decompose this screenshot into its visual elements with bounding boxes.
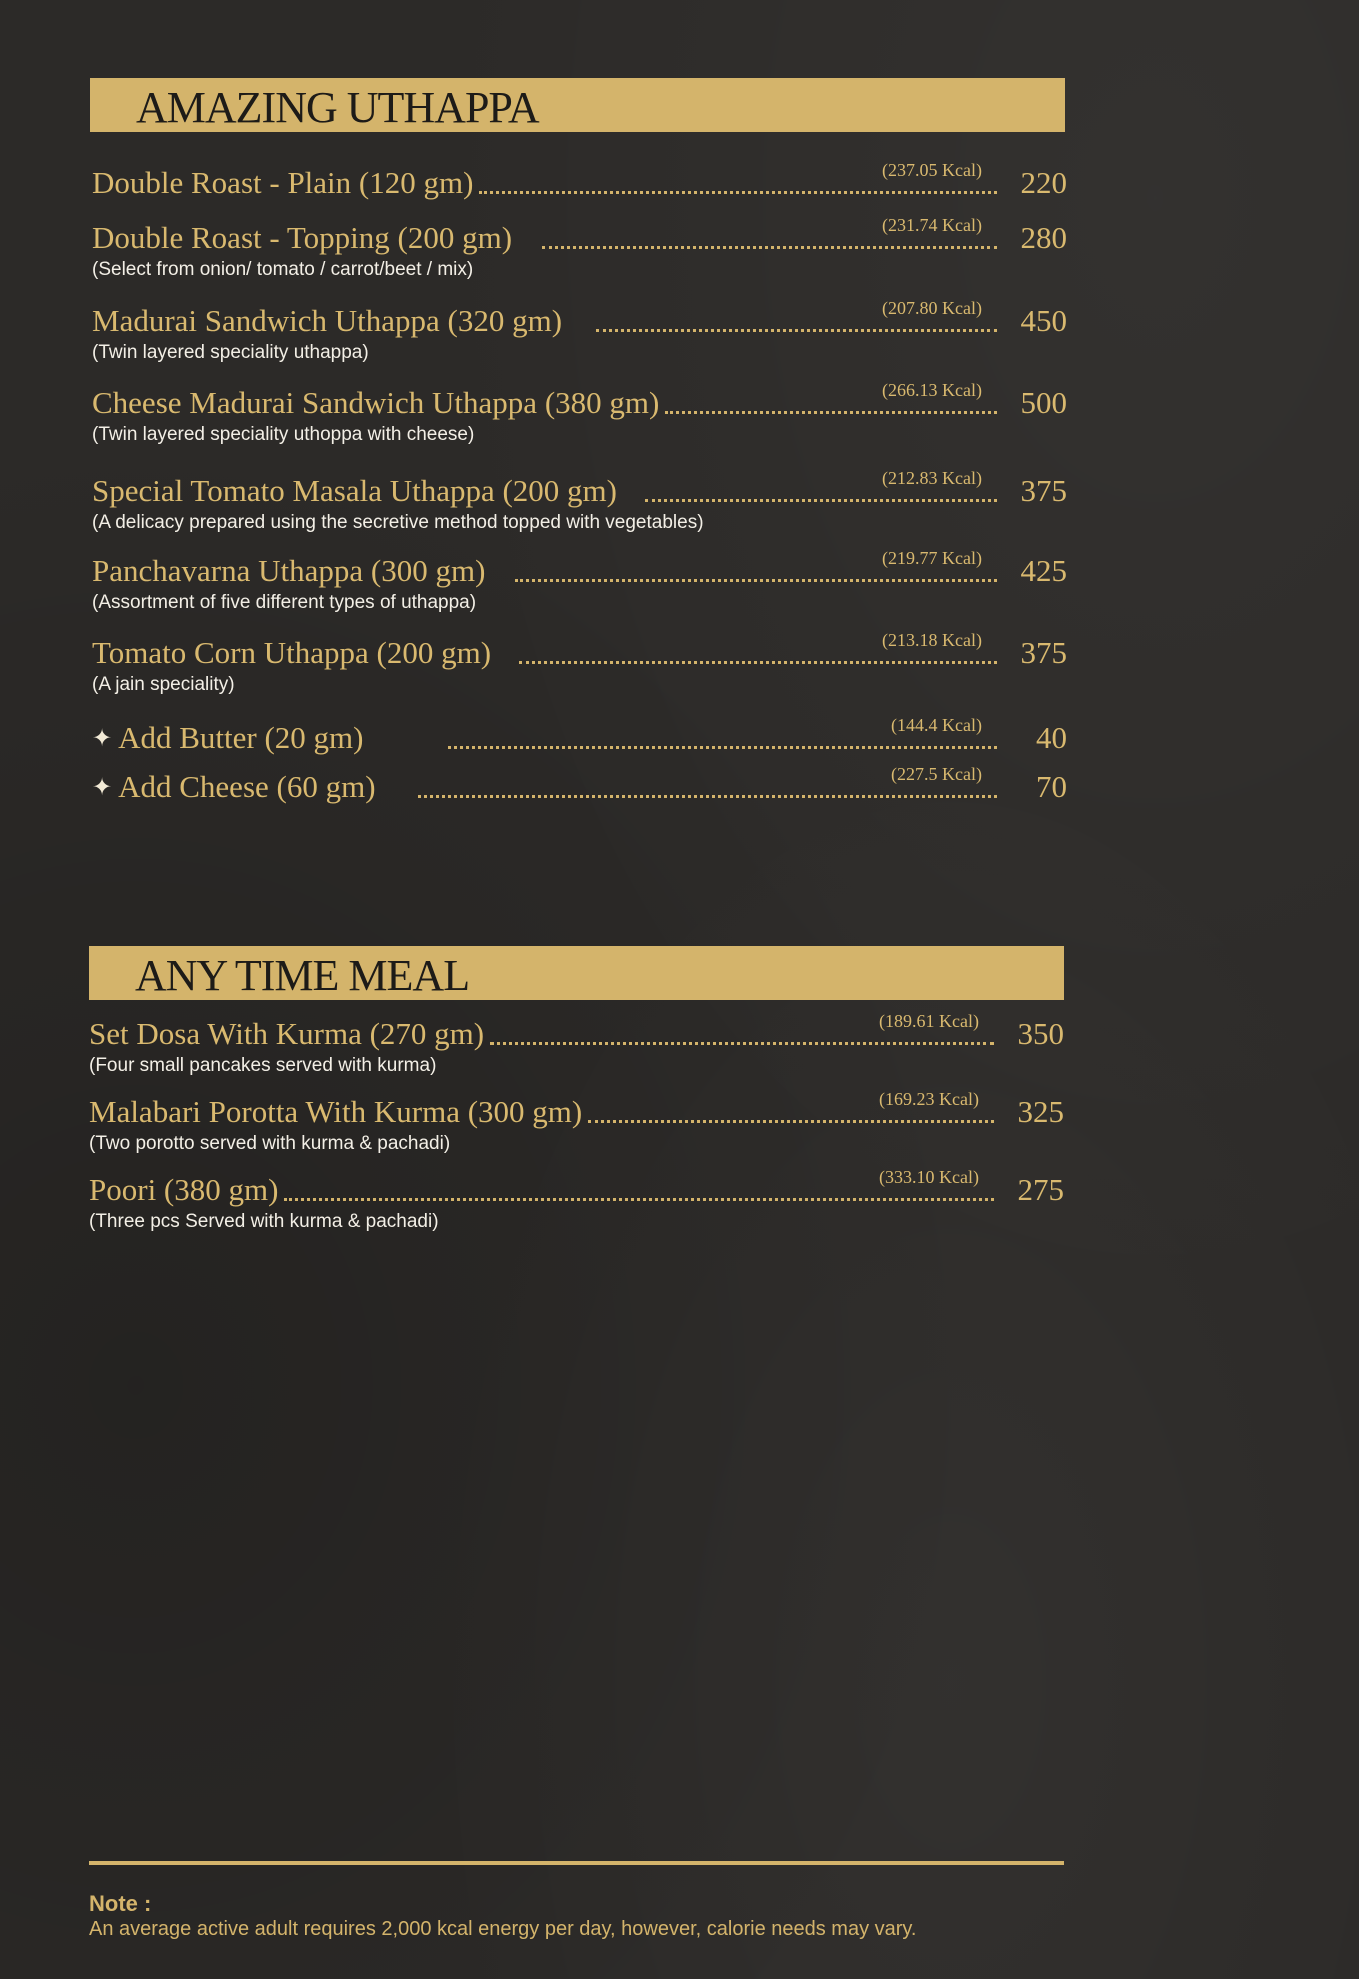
item-name: Add Cheese (60 gm) (118, 769, 376, 804)
dot-leader (596, 329, 997, 332)
item-price: 280 (1020, 220, 1067, 255)
menu-item-addon (92, 717, 1067, 757)
footer-divider (89, 1861, 1064, 1865)
item-price: 70 (1036, 769, 1067, 804)
dot-leader (418, 795, 997, 798)
item-calories: (219.77 Kcal) (882, 548, 982, 568)
item-calories: (144.4 Kcal) (891, 715, 982, 735)
item-calories: (169.23 Kcal) (879, 1089, 979, 1109)
item-calories: (266.13 Kcal) (882, 380, 982, 400)
dot-leader (479, 191, 997, 194)
section-title: ANY TIME MEAL (135, 951, 470, 1000)
item-name: Special Tomato Masala Uthappa (200 gm) (92, 473, 617, 508)
dot-leader (519, 661, 997, 664)
dot-leader (665, 411, 997, 414)
menu-item (89, 1169, 1064, 1233)
section-header-amazing-uthappa (90, 78, 1065, 132)
item-name: Malabari Porotta With Kurma (300 gm) (89, 1094, 583, 1129)
item-description: (Four small pancakes served with kurma) (89, 1055, 437, 1076)
item-description: (Assortment of five different types of uthappa) (92, 592, 477, 613)
menu-item (92, 470, 1067, 534)
item-name: Set Dosa With Kurma (270 gm) (89, 1016, 485, 1051)
item-price: 325 (1017, 1094, 1064, 1129)
four-point-star-icon: ✦ (92, 726, 113, 752)
item-description: (Twin layered speciality uthappa) (92, 342, 369, 363)
item-name-wrap (92, 722, 364, 757)
dot-leader (542, 246, 997, 249)
item-name: Cheese Madurai Sandwich Uthappa (380 gm) (92, 385, 660, 420)
menu-item (92, 550, 1067, 614)
item-price: 450 (1020, 303, 1067, 338)
menu-item (92, 382, 1067, 446)
dot-leader (588, 1120, 994, 1123)
item-price: 425 (1020, 553, 1067, 588)
item-name: Panchavarna Uthappa (300 gm) (92, 553, 486, 588)
item-calories: (212.83 Kcal) (882, 468, 982, 488)
note-title: Note : (89, 1891, 152, 1916)
menu-item (89, 1013, 1064, 1077)
dot-leader (645, 499, 997, 502)
item-price: 275 (1017, 1172, 1064, 1207)
item-calories: (207.80 Kcal) (882, 298, 982, 318)
item-description: (Select from onion/ tomato / carrot/beet / mix) (92, 259, 474, 280)
item-calories: (333.10 Kcal) (879, 1167, 979, 1187)
dot-leader (515, 579, 997, 582)
item-description: (A delicacy prepared using the secretive method topped with vegetables) (92, 512, 704, 533)
item-calories: (237.05 Kcal) (882, 160, 982, 180)
item-name-wrap (92, 771, 376, 806)
menu-item (92, 162, 1067, 202)
item-name: Double Roast - Topping (200 gm) (92, 220, 513, 255)
item-price: 40 (1036, 720, 1067, 755)
section-title: AMAZING UTHAPPA (136, 83, 539, 132)
dot-leader (284, 1198, 994, 1201)
four-point-star-icon: ✦ (92, 775, 113, 801)
menu-item (92, 217, 1067, 281)
dot-leader (448, 746, 998, 749)
item-price: 350 (1017, 1016, 1064, 1051)
menu-item (92, 632, 1067, 696)
item-description: (Three pcs Served with kurma & pachadi) (89, 1211, 439, 1232)
item-name: Poori (380 gm) (89, 1172, 279, 1207)
note-text: An average active adult requires 2,000 kcal energy per day, however, calorie needs may vary. (89, 1918, 917, 1940)
item-description: (Two porotto served with kurma & pachadi) (89, 1133, 451, 1154)
item-name: Double Roast - Plain (120 gm) (92, 165, 474, 200)
item-name: Tomato Corn Uthappa (200 gm) (92, 635, 492, 670)
item-price: 375 (1020, 635, 1067, 670)
item-calories: (213.18 Kcal) (882, 630, 982, 650)
item-price: 500 (1020, 385, 1067, 420)
item-calories: (189.61 Kcal) (879, 1011, 979, 1031)
dot-leader (490, 1042, 994, 1045)
menu-item-addon (92, 766, 1067, 806)
menu-item (92, 300, 1067, 364)
item-price: 220 (1020, 165, 1067, 200)
menu-item (89, 1091, 1064, 1155)
section-header-any-time-meal (89, 946, 1064, 1000)
item-description: (Twin layered speciality uthoppa with cheese) (92, 424, 475, 445)
item-calories: (227.5 Kcal) (891, 764, 982, 784)
item-calories: (231.74 Kcal) (882, 215, 982, 235)
item-name: Madurai Sandwich Uthappa (320 gm) (92, 303, 563, 338)
item-price: 375 (1020, 473, 1067, 508)
item-description: (A jain speciality) (92, 674, 235, 695)
item-name: Add Butter (20 gm) (118, 720, 364, 755)
